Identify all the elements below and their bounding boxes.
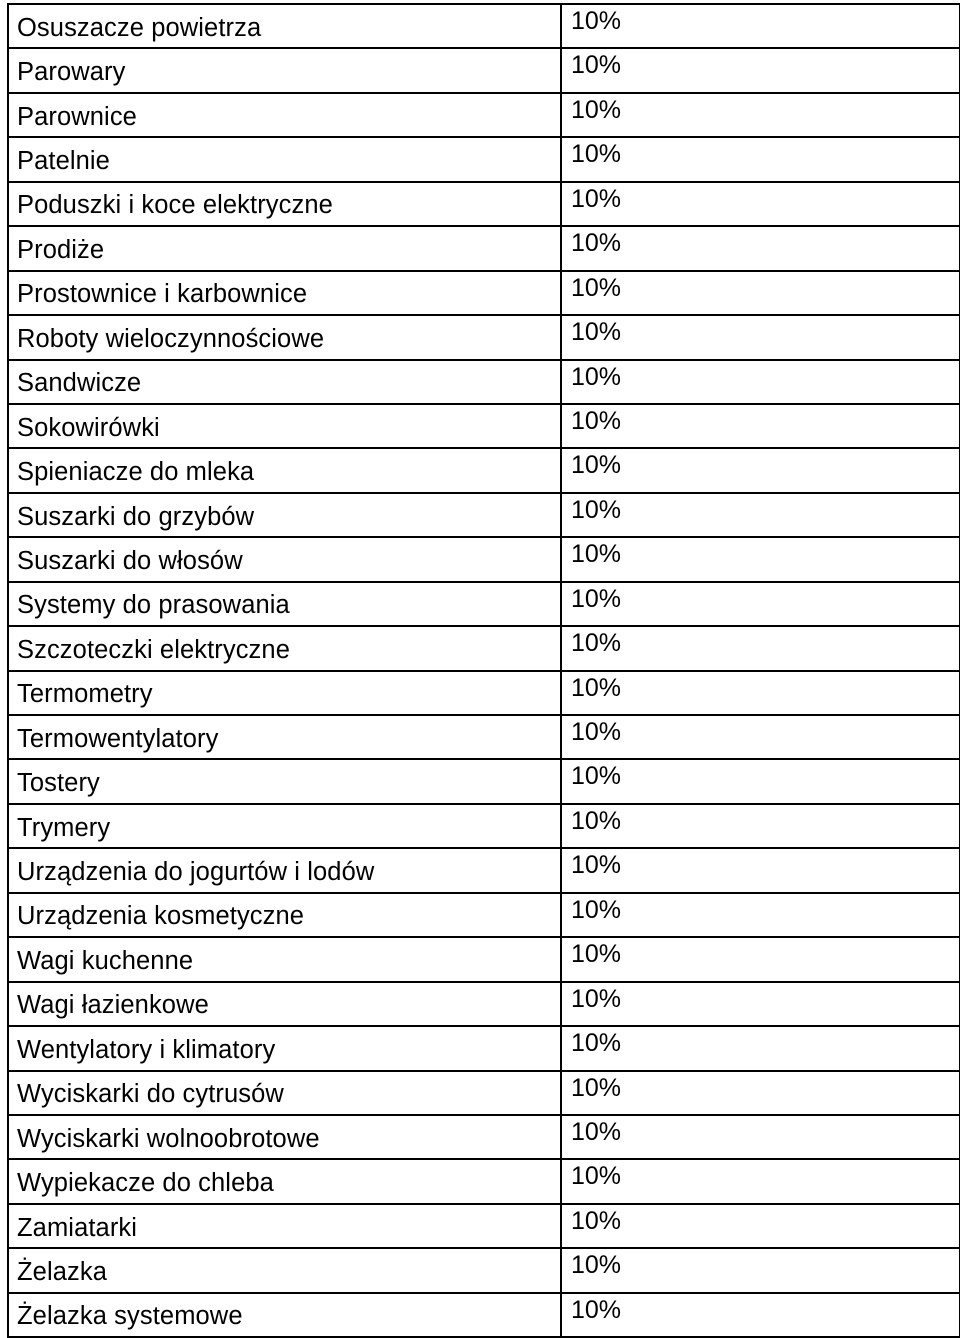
rate-cell: 10% (561, 848, 960, 892)
category-name-cell: Wagi łazienkowe (8, 982, 561, 1026)
rate-cell: 10% (561, 48, 960, 92)
rate-cell: 10% (561, 4, 960, 48)
category-name-cell: Prodiże (8, 226, 561, 270)
category-name-cell: Żelazka (8, 1248, 561, 1292)
table-row (8, 1248, 960, 1292)
category-name-cell: Termowentylatory (8, 715, 561, 759)
rate-cell: 10% (561, 982, 960, 1026)
rate-cell: 10% (561, 493, 960, 537)
table-row (8, 315, 960, 359)
table-row (8, 1115, 960, 1159)
rate-cell: 10% (561, 1159, 960, 1203)
category-name-cell: Wypiekacze do chleba (8, 1159, 561, 1203)
rate-cell: 10% (561, 137, 960, 181)
category-name-cell: Sokowirówki (8, 404, 561, 448)
table-body (8, 4, 960, 1337)
table-row (8, 982, 960, 1026)
table-row (8, 1071, 960, 1115)
rate-cell: 10% (561, 93, 960, 137)
table-row (8, 804, 960, 848)
category-name-cell: Suszarki do włosów (8, 537, 561, 581)
category-name-cell: Żelazka systemowe (8, 1293, 561, 1337)
rate-cell: 10% (561, 582, 960, 626)
table-row (8, 93, 960, 137)
category-name-cell: Wyciskarki wolnoobrotowe (8, 1115, 561, 1159)
category-name-cell: Systemy do prasowania (8, 582, 561, 626)
category-name-cell: Parownice (8, 93, 561, 137)
table-row (8, 404, 960, 448)
rate-cell: 10% (561, 804, 960, 848)
table-row (8, 360, 960, 404)
category-name-cell: Szczoteczki elektryczne (8, 626, 561, 670)
table-row (8, 893, 960, 937)
rate-cell: 10% (561, 1293, 960, 1337)
table-row (8, 48, 960, 92)
category-name-cell: Suszarki do grzybów (8, 493, 561, 537)
rate-cell: 10% (561, 360, 960, 404)
rate-cell: 10% (561, 1248, 960, 1292)
table-row (8, 626, 960, 670)
table-row (8, 271, 960, 315)
table-row (8, 671, 960, 715)
table-row (8, 182, 960, 226)
category-name-cell: Zamiatarki (8, 1204, 561, 1248)
table-row (8, 1026, 960, 1070)
table-row (8, 4, 960, 48)
category-name-cell: Sandwicze (8, 360, 561, 404)
category-name-cell: Urządzenia kosmetyczne (8, 893, 561, 937)
table-row (8, 493, 960, 537)
rate-cell: 10% (561, 404, 960, 448)
rate-cell: 10% (561, 1204, 960, 1248)
category-name-cell: Poduszki i koce elektryczne (8, 182, 561, 226)
category-name-cell: Parowary (8, 48, 561, 92)
rate-cell: 10% (561, 937, 960, 981)
category-name-cell: Prostownice i karbownice (8, 271, 561, 315)
category-name-cell: Tostery (8, 759, 561, 803)
category-name-cell: Patelnie (8, 137, 561, 181)
category-name-cell: Wagi kuchenne (8, 937, 561, 981)
rate-cell: 10% (561, 182, 960, 226)
category-name-cell: Osuszacze powietrza (8, 4, 561, 48)
category-name-cell: Wyciskarki do cytrusów (8, 1071, 561, 1115)
rate-cell: 10% (561, 226, 960, 270)
category-name-cell: Termometry (8, 671, 561, 715)
table-row (8, 937, 960, 981)
rate-cell: 10% (561, 537, 960, 581)
table-row (8, 582, 960, 626)
rate-cell: 10% (561, 1026, 960, 1070)
rate-cell: 10% (561, 715, 960, 759)
rate-cell: 10% (561, 759, 960, 803)
rate-cell: 10% (561, 671, 960, 715)
table-row (8, 1204, 960, 1248)
rate-cell: 10% (561, 1115, 960, 1159)
table-row (8, 715, 960, 759)
table-row (8, 848, 960, 892)
table-row (8, 759, 960, 803)
rate-cell: 10% (561, 448, 960, 492)
category-name-cell: Trymery (8, 804, 561, 848)
rate-cell: 10% (561, 315, 960, 359)
category-name-cell: Wentylatory i klimatory (8, 1026, 561, 1070)
category-name-cell: Spieniacze do mleka (8, 448, 561, 492)
table-row (8, 1159, 960, 1203)
table-row (8, 1293, 960, 1337)
table-row (8, 226, 960, 270)
category-rate-table (7, 3, 960, 1338)
table-row (8, 448, 960, 492)
rate-cell: 10% (561, 626, 960, 670)
category-name-cell: Roboty wieloczynnościowe (8, 315, 561, 359)
rate-cell: 10% (561, 271, 960, 315)
table-row (8, 537, 960, 581)
table-row (8, 137, 960, 181)
category-name-cell: Urządzenia do jogurtów i lodów (8, 848, 561, 892)
rate-cell: 10% (561, 1071, 960, 1115)
rate-cell: 10% (561, 893, 960, 937)
